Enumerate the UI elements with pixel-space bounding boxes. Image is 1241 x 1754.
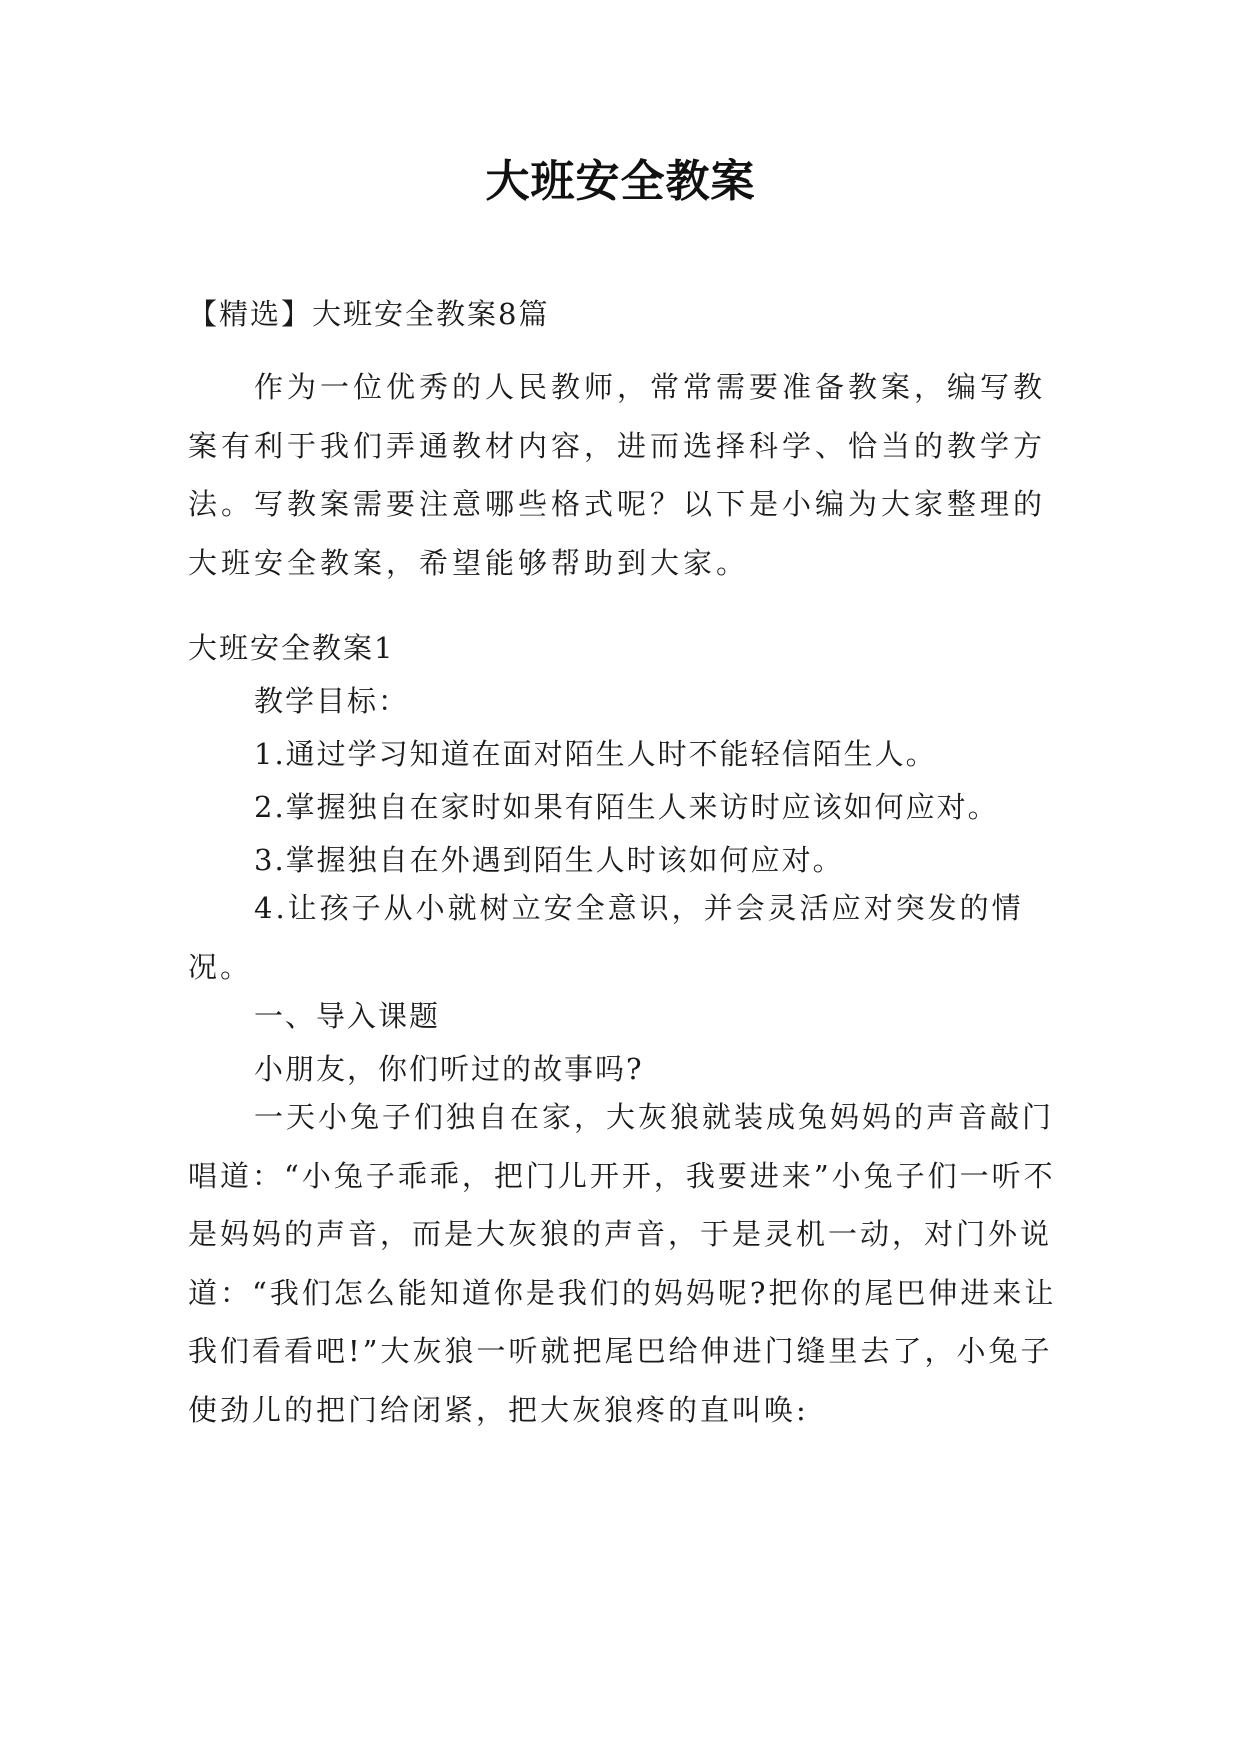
section-heading: 大班安全教案1 [188,631,395,665]
story-paragraph: 一天小兔子们独自在家，大灰狼就装成兔妈妈的声音敲门唱道：“小兔子乖乖，把门儿开开，我要进来”小兔子们一听不是妈妈的声音，而是大灰狼的声音，于是灵机一动，对门外说道：“我们怎么能知道你是我们的妈妈呢?把你的尾巴伸进来让我们看看吧!”大灰狼一听就把尾巴给伸进门缝里去了，小兔子使劲儿的把门给闭紧，把大灰狼疼的直叫唤: [188,1100,1057,1427]
goal-item-4: 4.让孩子从小就树立安全意识，并会灵活应对突发的情况。 [188,891,1024,984]
intro-paragraph: 作为一位优秀的人民教师，常常需要准备教案，编写教案有利于我们弄通教材内容，进而选择科学、恰当的教学方法。写教案需要注意哪些格式呢？以下是小编为大家整理的大班安全教案，希望能够帮助到大家。 [188,370,1047,580]
document-subtitle: 【精选】大班安全教案8篇 [188,297,550,331]
intro-question: 小朋友，你们听过的故事吗? [254,1052,644,1086]
goals-label: 教学目标： [254,684,410,718]
part-heading: 一、导入课题 [254,999,441,1033]
document-title: 大班安全教案 [485,156,756,207]
goal-item-3: 3.掌握独自在外遇到陌生人时该如何应对。 [254,843,844,877]
goal-item-1: 1.通过学习知道在面对陌生人时不能轻信陌生人。 [254,737,937,771]
goal-item-2: 2.掌握独自在家时如果有陌生人来访时应该如何应对。 [254,790,999,824]
